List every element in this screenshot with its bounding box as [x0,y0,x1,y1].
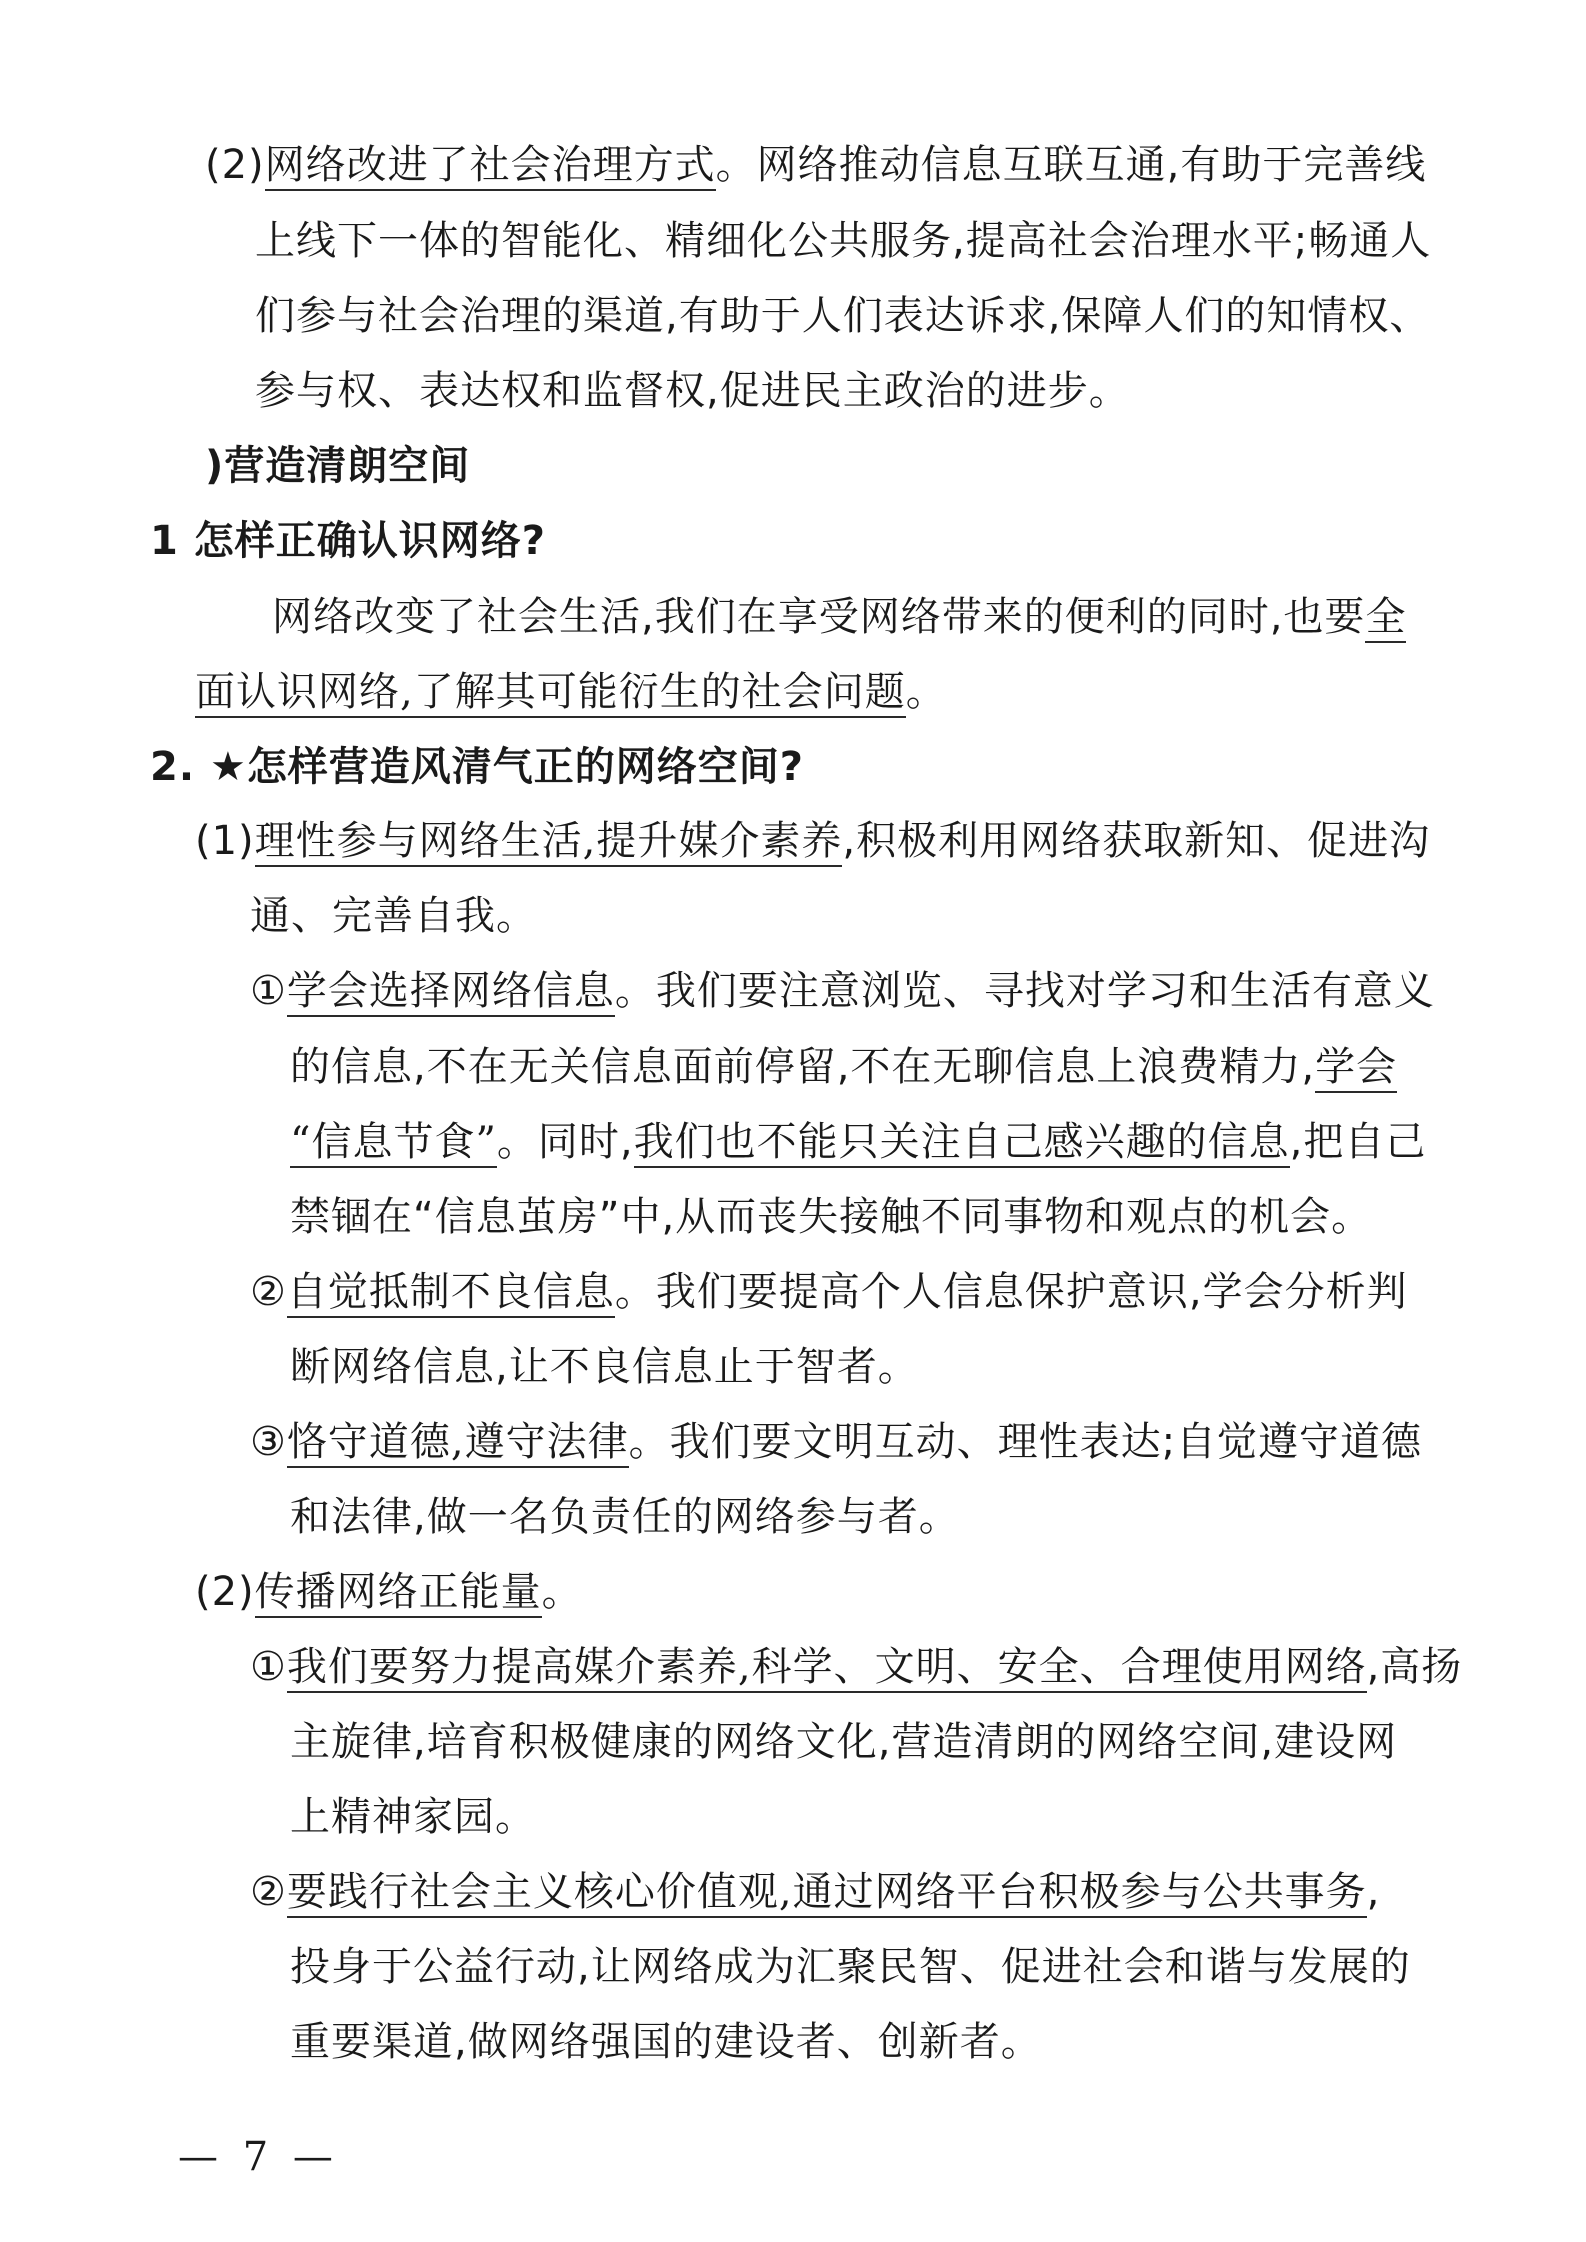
underlined-phrase: 网络改进了社会治理方式 [265,142,716,191]
text-line: 断网络信息,让不良信息止于智者。 [290,1344,919,1390]
text-line: 投身于公益行动,让网络成为汇聚民智、促进社会和谐与发展的 [290,1944,1411,1990]
question-title: 2. ★怎样营造风清气正的网络空间? [150,744,805,790]
text-line: 通、完善自我。 [250,893,537,939]
underlined-phrase: 学会 [1315,1044,1397,1093]
question-title: 1 怎样正确认识网络? [150,518,546,564]
text-line: ②要践行社会主义核心价值观,通过网络平台积极参与公共事务, [250,1863,1380,1921]
text-line: ①我们要努力提高媒介素养,科学、文明、安全、合理使用网络,高扬 [250,1638,1462,1696]
underlined-phrase: 我们也不能只关注自己感兴趣的信息 [634,1119,1290,1168]
text-line: 上线下一体的智能化、精细化公共服务,提高社会治理水平;畅通人 [255,218,1432,264]
page-number: — 7 — [178,2134,339,2180]
text-line: 主旋律,培育积极健康的网络文化,营造清朗的网络空间,建设网 [290,1719,1398,1765]
text-line: “信息节食”。同时,我们也不能只关注自己感兴趣的信息,把自己 [290,1113,1426,1171]
underlined-phrase: 学会选择网络信息 [287,968,615,1017]
text-line: ①学会选择网络信息。我们要注意浏览、寻找对学习和生活有意义 [250,962,1435,1020]
text-line: 参与权、表达权和监督权,促进民主政治的进步。 [255,368,1130,414]
text-line: ②自觉抵制不良信息。我们要提高个人信息保护意识,学会分析判 [250,1263,1408,1321]
underlined-phrase: 理性参与网络生活,提升媒介素养 [255,818,843,867]
underlined-phrase: 我们要努力提高媒介素养,科学、文明、安全、合理使用网络 [287,1644,1367,1693]
text-line: (2)网络改进了社会治理方式。网络推动信息互联互通,有助于完善线 [205,136,1426,194]
text-line: 们参与社会治理的渠道,有助于人们表达诉求,保障人们的知情权、 [255,293,1431,339]
underlined-phrase: 面认识网络,了解其可能衍生的社会问题 [195,669,906,718]
text-line: 网络改变了社会生活,我们在享受网络带来的便利的同时,也要全 [272,588,1406,646]
text-line: 上精神家园。 [290,1794,536,1840]
text-line: 面认识网络,了解其可能衍生的社会问题。 [195,663,947,721]
text-line: ③恪守道德,遵守法律。我们要文明互动、理性表达;自觉遵守道德 [250,1413,1422,1471]
underlined-phrase: 恪守道德,遵守法律 [287,1419,629,1468]
text-line: 和法律,做一名负责任的网络参与者。 [290,1494,960,1540]
text-line: (1)理性参与网络生活,提升媒介素养,积极利用网络获取新知、促进沟 [195,812,1430,870]
text-line: 禁锢在“信息茧房”中,从而丧失接触不同事物和观点的机会。 [290,1194,1373,1240]
underlined-phrase: 自觉抵制不良信息 [287,1269,615,1318]
underlined-phrase: 传播网络正能量 [255,1569,542,1618]
text-line: 重要渠道,做网络强国的建设者、创新者。 [290,2019,1042,2065]
underlined-phrase: 全 [1365,594,1406,643]
text-line: (2)传播网络正能量。 [195,1563,583,1621]
text-line: 的信息,不在无关信息面前停留,不在无聊信息上浪费精力,学会 [290,1038,1397,1096]
underlined-phrase: “信息节食” [290,1119,497,1168]
section-title: )营造清朗空间 [205,443,471,489]
underlined-phrase: 要践行社会主义核心价值观,通过网络平台积极参与公共事务 [287,1869,1367,1918]
